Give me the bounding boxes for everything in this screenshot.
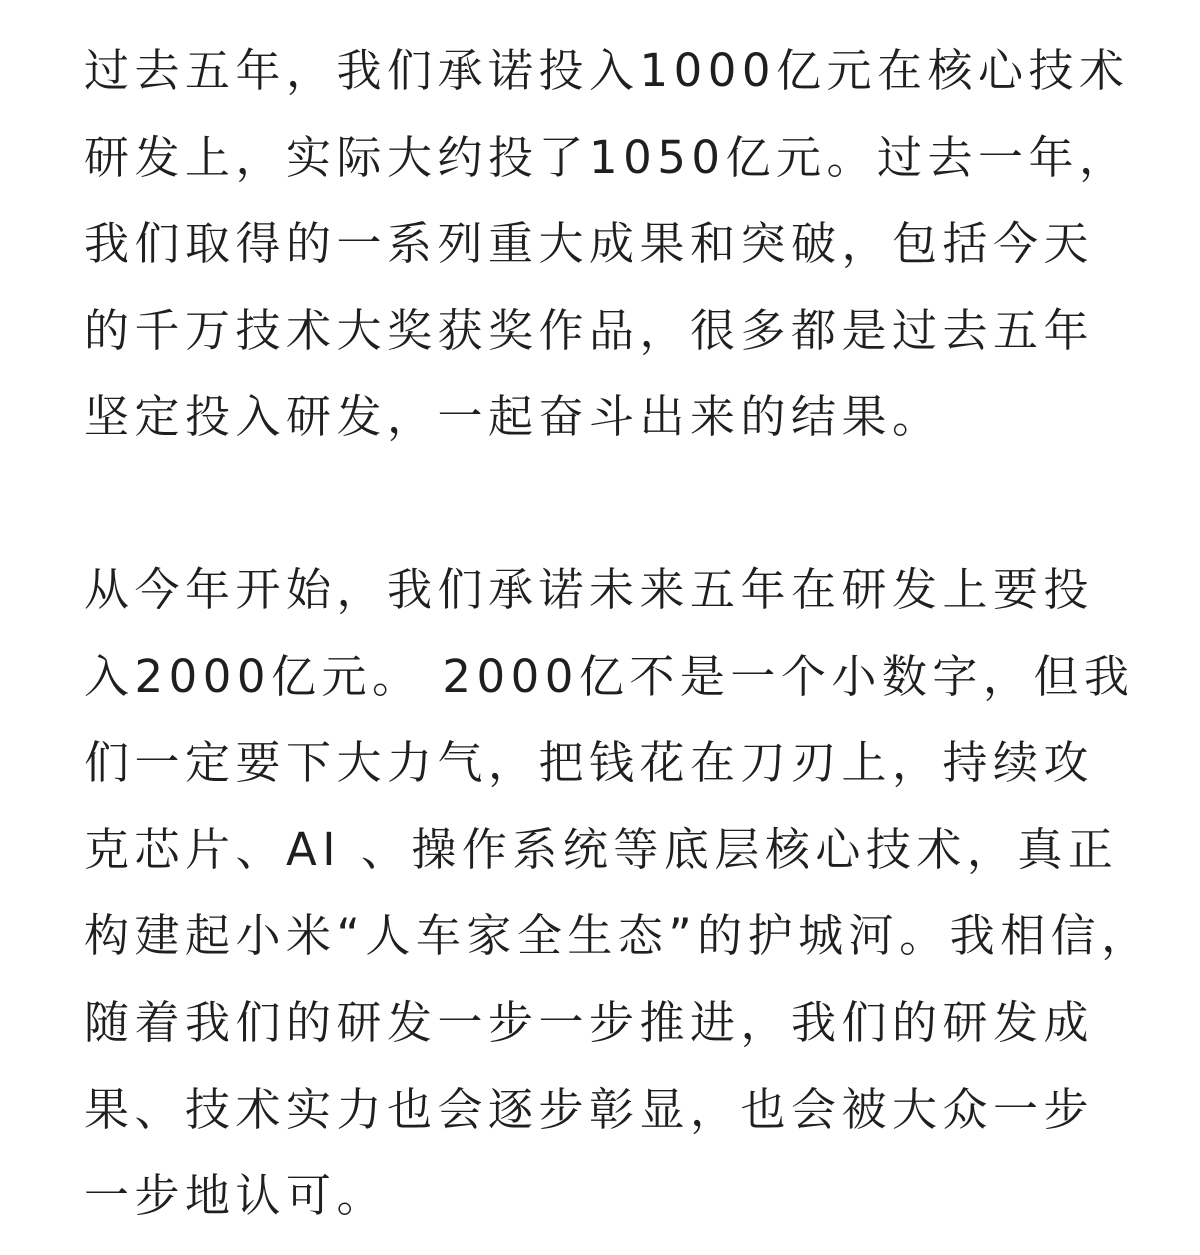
text-line: 克芯片、AI 、操作系统等底层核心技术，真正 <box>84 822 1119 876</box>
text-line: 的千万技术大奖获奖作品，很多都是过去五年 <box>84 303 1095 357</box>
paragraph-rd-future <box>84 547 1152 1240</box>
text-line: 过去五年，我们承诺投入1000亿元在核心技术 <box>84 44 1130 97</box>
text-line: 果、技术实力也会逐步彰显，也会被大众一步 <box>84 1082 1095 1136</box>
text-line: 构建起小米“人车家全生态”的护城河。我相信， <box>84 909 1152 963</box>
text-line: 坚定投入研发，一起奋斗出来的结果。 <box>84 390 943 444</box>
text-line: 入2000亿元。 2000亿不是一个小数字，但我 <box>84 649 1135 703</box>
text-line: 研发上，实际大约投了1050亿元。过去一年， <box>84 130 1130 184</box>
text-line: 一步地认可。 <box>84 1169 388 1223</box>
text-line: 们一定要下大力气，把钱花在刀刃上，持续攻 <box>84 736 1095 790</box>
article-body <box>84 28 1152 1240</box>
text-line: 随着我们的研发一步一步推进，我们的研发成 <box>84 995 1095 1049</box>
text-line: 我们取得的一系列重大成果和突破，包括今天 <box>84 217 1095 271</box>
paragraph-rd-past <box>84 28 1130 461</box>
text-line: 从今年开始，我们承诺未来五年在研发上要投 <box>84 562 1095 616</box>
